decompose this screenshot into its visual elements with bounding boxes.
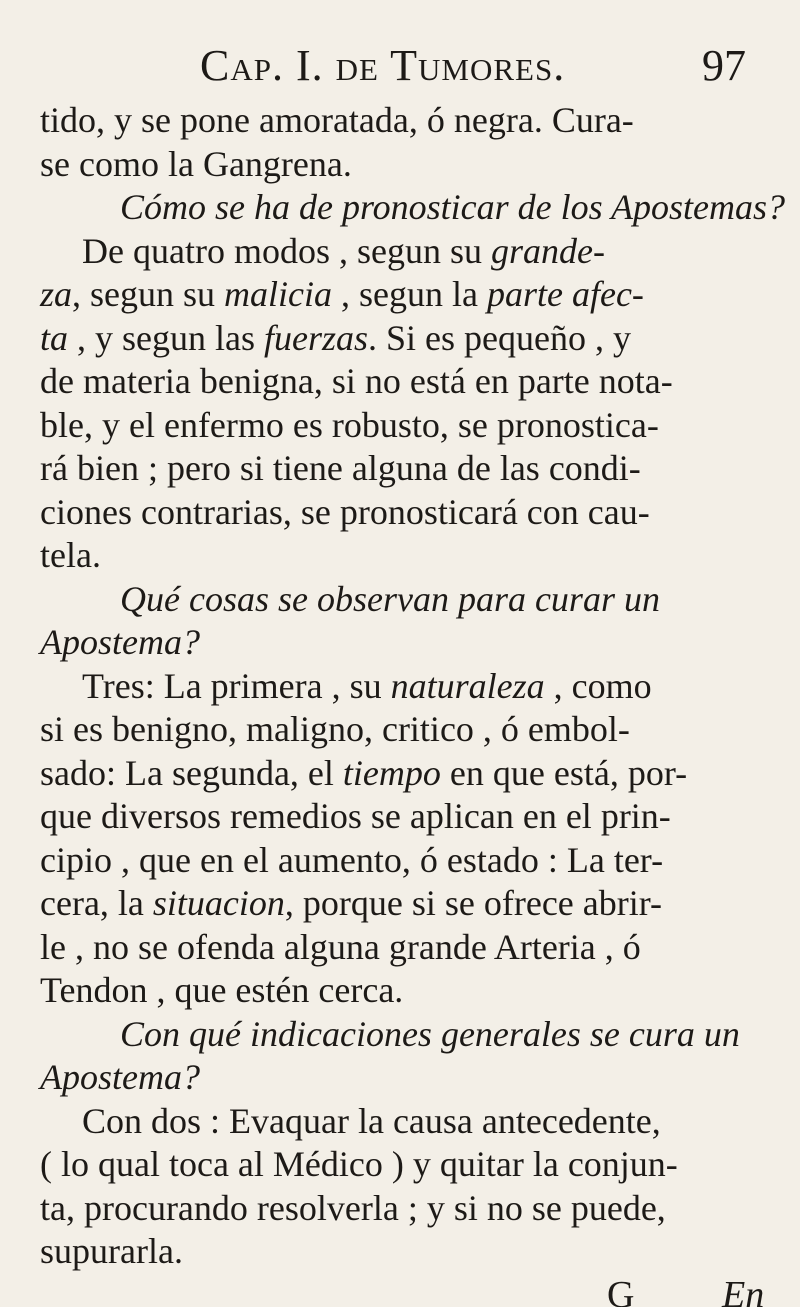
- question-heading: Con qué indicaciones generales se cura un: [120, 1013, 740, 1054]
- text-line: de materia benigna, si no está en parte nota-: [40, 361, 673, 401]
- text-line: si es benigno, maligno, critico , ó embol-: [40, 709, 630, 749]
- text-line: rá bien ; pero si tiene alguna de las condi-: [40, 448, 641, 488]
- question-heading: Apostema?: [40, 1057, 200, 1097]
- catchword: En: [722, 1273, 765, 1307]
- text-line: ta, procurando resolverla ; y si no se puede,: [40, 1187, 666, 1228]
- question-heading: Apostema?: [40, 622, 200, 662]
- text-line: que diversos remedios se aplican en el prin-: [40, 796, 671, 836]
- text-line: ( lo qual toca al Médico ) y quitar la conjun-: [40, 1144, 678, 1184]
- page-number: 97: [702, 41, 746, 90]
- text-line: tido, y se pone amoratada, ó negra. Cura-: [40, 100, 634, 140]
- text-line: ble, y el enfermo es robusto, se pronostica-: [40, 404, 659, 445]
- text-line: se como la Gangrena.: [40, 143, 352, 184]
- text-line: Tendon , que estén cerca.: [40, 970, 404, 1010]
- text-line: cipio , que en el aumento, ó estado : La ter-: [40, 839, 664, 880]
- text-line: supurarla.: [40, 1231, 183, 1271]
- page-header: [0, 40, 800, 96]
- text-line: cera, la situacion, porque si se ofrece abrir-: [40, 883, 663, 923]
- text-line: Tres: La primera , su naturaleza , como: [82, 665, 652, 706]
- text-line: za, segun su malicia , segun la parte afec-: [40, 274, 644, 314]
- text-line: le , no se ofenda alguna grande Arteria , ó: [40, 926, 641, 967]
- question-heading: Qué cosas se observan para curar un: [120, 578, 660, 619]
- page-footer: [0, 1273, 800, 1307]
- signature-mark: G: [607, 1273, 635, 1307]
- text-line: Con dos : Evaquar la causa antecedente,: [82, 1100, 661, 1141]
- text-line: tela.: [40, 535, 101, 575]
- text-line: ciones contrarias, se pronosticará con cau-: [40, 491, 650, 532]
- running-head: Cap. I. de Tumores.: [200, 41, 566, 90]
- text-line: sado: La segunda, el tiempo en que está, por-: [40, 752, 688, 793]
- question-heading: Cómo se ha de pronosticar de los Apostemas?: [120, 187, 785, 227]
- text-line: De quatro modos , segun su grande-: [82, 230, 605, 271]
- text-line: ta , y segun las fuerzas. Si es pequeño , y: [40, 317, 631, 358]
